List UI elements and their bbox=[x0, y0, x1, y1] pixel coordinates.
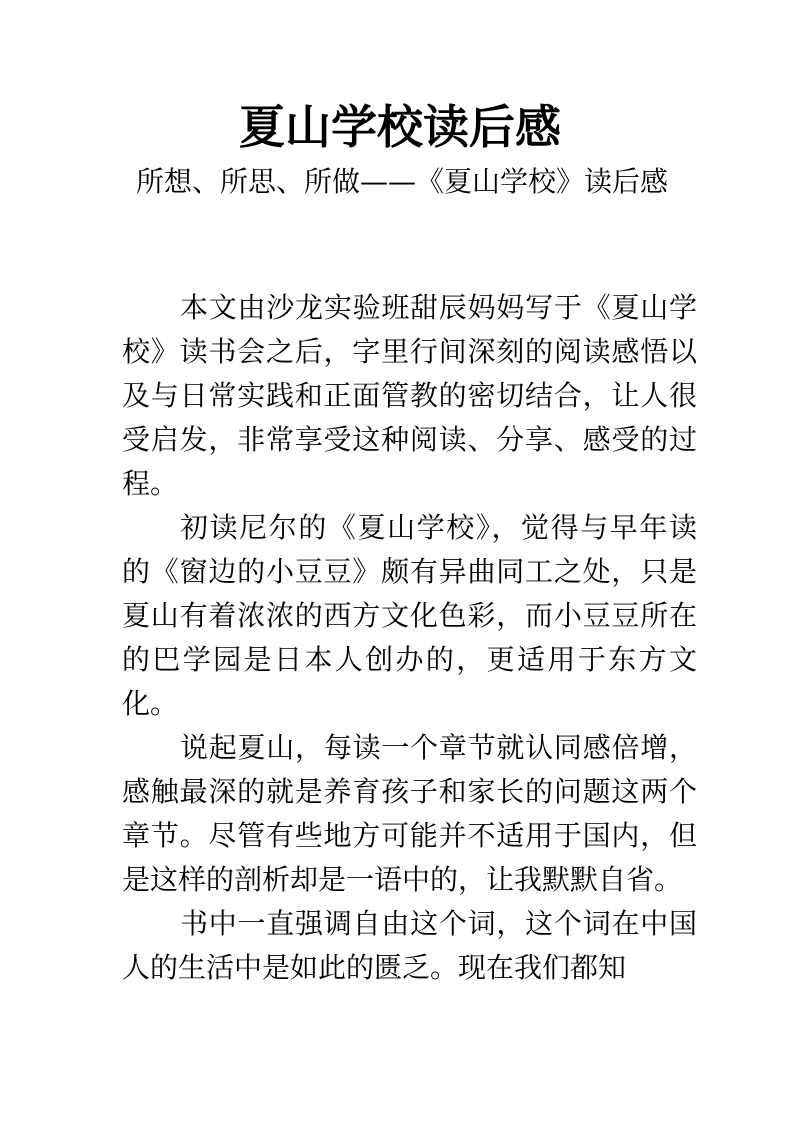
document-body bbox=[122, 286, 697, 990]
document-title: 夏山学校读后感 bbox=[239, 100, 561, 154]
paragraph-4: 书中一直强调自由这个词，这个词在中国人的生活中是如此的匮乏。现在我们都知 bbox=[122, 907, 697, 984]
paragraph-1: 本文由沙龙实验班甜辰妈妈写于《夏山学校》读书会之后，字里行间深刻的阅读感悟以及与日常实践和正面管教的密切结合，让人很受启发，非常享受这种阅读、分享、感受的过程。 bbox=[122, 291, 697, 500]
paragraph-3: 说起夏山，每读一个章节就认同感倍增，感触最深的就是养育孩子和家长的问题这两个章节。尽管有些地方可能并不适用于国内，但是这样的剖析却是一语中的，让我默默自省。 bbox=[122, 731, 697, 896]
paragraph-2: 初读尼尔的《夏山学校》，觉得与早年读的《窗边的小豆豆》颇有异曲同工之处，只是夏山有着浓浓的西方文化色彩，而小豆豆所在的巴学园是日本人创办的，更适用于东方文化。 bbox=[122, 511, 697, 720]
document-subtitle: 所想、所思、所做——《夏山学校》读后感 bbox=[136, 165, 669, 198]
